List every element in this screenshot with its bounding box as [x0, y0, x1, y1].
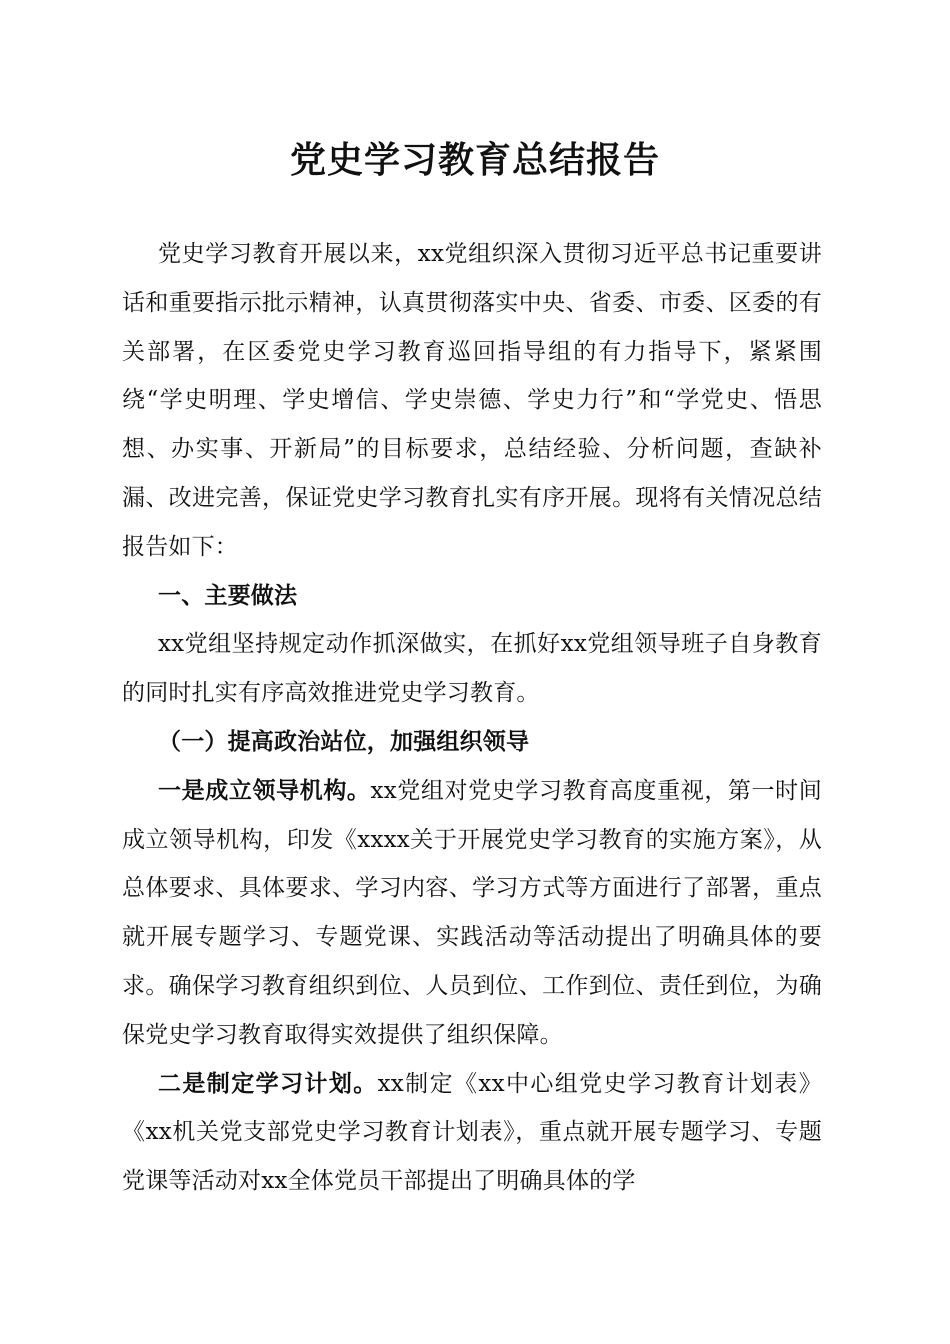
- section-heading-main-practices: 一、主要做法: [158, 582, 298, 609]
- section-intro-paragraph: xx党组坚持规定动作抓深做实，在抓好xx党组领导班子自身教育的同时扎实有序高效推进党史学习教育。: [122, 631, 822, 707]
- intro-paragraph: 党史学习教育开展以来，xx党组织深入贯彻习近平总书记重要讲话和重要指示批示精神，认真贯彻落实中央、省委、市委、区委的有关部署，在区委党史学习教育巡回指导组的有力指导下，紧紧围绕“学史明理、学史增信、学史崇德、学史力行”和“学党史、悟思想、办实事、开新局”的目标要求，总结经验、分析问题，查缺补漏、改进完善，保证党史学习教育扎实有序开展。现将有关情况总结报告如下：: [122, 241, 822, 560]
- item-1-text: xx党组对党史学习教育高度重视，第一时间成立领导机构，印发《xxxx关于开展党史学习教育的实施方案》，从总体要求、具体要求、学习内容、学习方式等方面进行了部署，重点就开展专题学习、专题党课、实践活动等活动提出了明确具体的要求。确保学习教育组织到位、人员到位、工作到位、责任到位，为确保党史学习教育取得实效提供了组织保障。: [122, 777, 822, 1048]
- document-body: [122, 230, 822, 1206]
- document-title: 党史学习教育总结报告: [289, 139, 660, 181]
- item-1-lead: 一是成立领导机构。: [158, 776, 371, 804]
- paragraph-item-1: [122, 767, 822, 1060]
- item-2-lead: 二是制定学习计划。: [158, 1069, 378, 1097]
- paragraph-item-2: [122, 1060, 822, 1206]
- item-2-text: xx制定《xx中心组党史学习教育计划表》《xx机关党支部党史学习教育计划表》，重点就开展专题学习、专题党课等活动对xx全体党员干部提出了明确具体的学: [122, 1070, 822, 1195]
- subsection-heading-organization: （一）提高政治站位，加强组织领导: [158, 727, 530, 755]
